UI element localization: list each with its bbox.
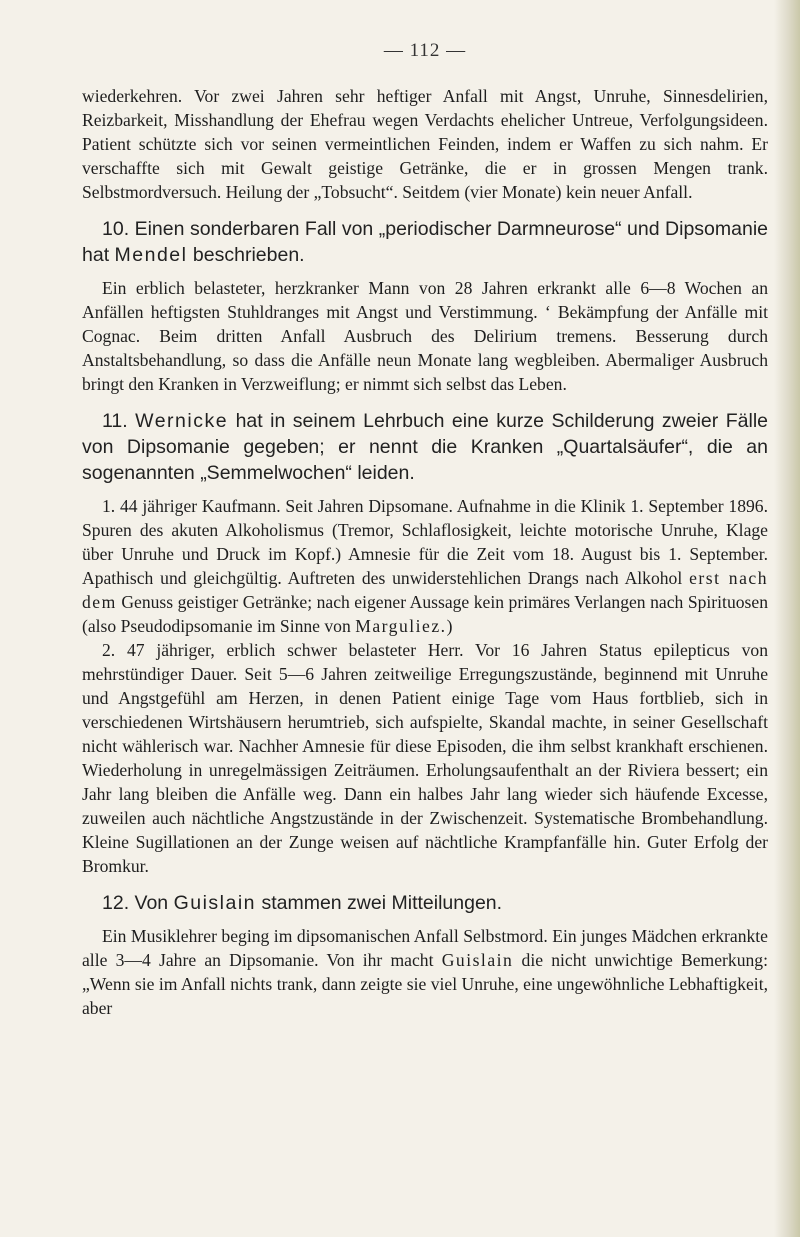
author-name: Marguliez.): [355, 616, 454, 636]
page-edge-shadow: [774, 0, 800, 1237]
paragraph-case-2: 2. 47 jähriger, erblich schwer belasteter Herr. Vor 16 Jahren Status epilepticus von mehrstündiger Dauer. Seit 5—6 Jahren zeitweilige Erregungszustände, beginnend mit Unruhe und Angstgefühl am Herzen, in denen Patient einige Tage vom Haus fortblieb, sich in verschiedenen Wirtshäusern herumtrieb, sich aufspielte, Skandal machte, in seiner Gesellschaft nicht wählerisch war. Nachher Amnesie für diese Episoden, die ihm selbst krankhaft erschienen. Wiederholung in unregelmässigen Zeiträumen. Erholungsaufenthalt an der Riviera bessert; ein Jahr lang bleiben die Anfälle weg. Dann ein halbes Jahr lang wieder sich häufende Excesse, zuweilen auch nächtliche Angstzustände in der Zwischenzeit. Systematische Brombehandlung. Kleine Sugillationen an der Zunge weisen auf nächtliche Krampfanfälle hin. Guter Erfolg der Bromkur.: [82, 640, 768, 876]
section-number: 11.: [102, 410, 128, 432]
section-heading-12: 12. Von Guislain stammen zwei Mitteilungen.: [102, 892, 503, 914]
section-heading-11: 11. Wernicke hat in seinem Lehrbuch eine kurze Schilderung zweier Fälle von Dipsomanie gegeben; er nennt die Kranken „Quartalsäufer“, die an sogenannten „Semmelwochen“ leiden.: [82, 410, 769, 484]
book-page: [82, 0, 768, 1237]
author-name: Mendel: [114, 244, 188, 266]
paragraph-case-continuation: wiederkehren. Vor zwei Jahren sehr heftiger Anfall mit Angst, Unruhe, Sinnesdelirien, Reizbarkeit, Misshandlung der Ehefrau wegen Verdachts ehelicher Untreue, Verfolgungsideen. Patient schützte sich vor seinen vermeintlichen Feinden, indem er Waffen zu sich nahm. Er verschaffte sich mit Gewalt geistige Getränke, die er in grossen Mengen trank. Selbstmordversuch. Heilung der „Tobsucht“. Seitdem (vier Monate) kein neuer Anfall.: [82, 86, 768, 202]
author-name: Guislain: [441, 950, 514, 970]
page-body: [82, 84, 768, 1020]
section-heading-10: 10. Einen sonderbaren Fall von „periodischer Darmneurose“ und Dipsomanie hat Mendel beschrieben.: [82, 218, 769, 266]
paragraph-mendel-case: Ein erblich belasteter, herzkranker Mann von 28 Jahren erkrankt alle 6—8 Wochen an Anfällen heftigsten Stuhldranges mit Angst und Verstimmung. ‘ Bekämpfung der Anfälle mit Cognac. Beim dritten Anfall Ausbruch des Delirium tremens. Besserung durch Anstaltsbehandlung, so dass die Anfälle neun Monate lang wegbleiben. Abermaliger Ausbruch bringt den Kranken in Verzweiflung; er nimmt sich selbst das Leben.: [82, 278, 768, 394]
paragraph-case-1: 1. 44 jähriger Kaufmann. Seit Jahren Dipsomane. Aufnahme in die Klinik 1. September 1896. Spuren des akuten Alkoholismus (Tremor, Schlaflosigkeit, leichte motorische Unruhe, Klage über Unruhe und Druck im Kopf.) Amnesie für die Zeit vom 18. August bis 1. September. Apathisch und gleichgültig. Auftreten des unwiderstehlichen Drangs nach Alkohol erst nach dem Genuss geistiger Getränke; nach eigener Aussage kein primäres Verlangen nach Spirituosen (also Pseudodipsomanie im Sinne von Marguliez.): [82, 496, 768, 636]
paragraph-guislain-case: Ein Musiklehrer beging im dipsomanischen Anfall Selbstmord. Ein junges Mädchen erkrankte alle 3—4 Jahre an Dipsomanie. Von ihr macht Guislain die nicht unwichtige Bemerkung: „Wenn sie im Anfall nichts trank, dann zeigte sie viel Unruhe, eine ungewöhnliche Lebhaftigkeit, aber: [82, 926, 768, 1018]
page-number: — 112 —: [383, 40, 467, 61]
author-name: Guislain: [173, 892, 257, 914]
author-name: Wernicke: [135, 410, 229, 432]
section-number: 10.: [102, 218, 130, 240]
emphasized-text: erst nach dem: [82, 568, 768, 612]
section-number: 12.: [102, 892, 130, 914]
